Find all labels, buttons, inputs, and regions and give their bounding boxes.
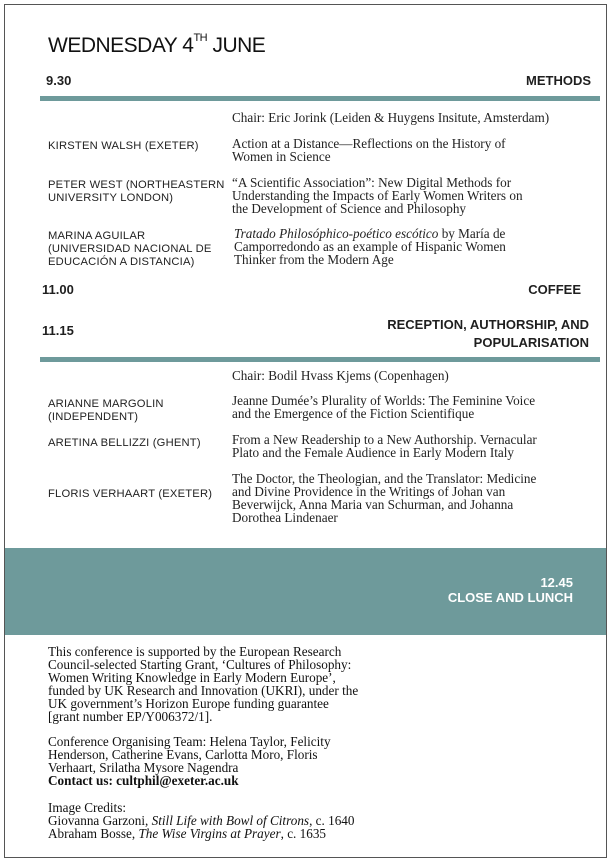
session2-divider <box>40 357 600 362</box>
page-frame <box>4 4 607 858</box>
session1-title: METHODS <box>526 73 591 88</box>
talk-title: Jeanne Dumée’s Plurality of Worlds: The Feminine Voice and the Emergence of the Fiction Scientifique <box>232 393 536 421</box>
session2-time: 11.15 <box>42 323 74 338</box>
close-label: 12.45 CLOSE AND LUNCH <box>447 575 573 605</box>
talk-title: The Doctor, the Theologian, and the Translator: Medicine and Divine Providence in the Writings of Johan van Beverwijck, Anna Maria van Schurman, and Johanna Dorothea Lindenaer <box>232 471 537 525</box>
talk-title: Action at a Distance—Reflections on the History of Women in Science <box>232 136 506 164</box>
talk-title: Tratado Philosóphico-poético escótico by María de Camporredondo as an example of Hispanic Women Thinker from the Modern Age <box>234 226 506 267</box>
speaker: ARETINA BELLIZZI (GHENT) <box>48 437 201 449</box>
day-title: WEDNESDAY 4TH JUNE <box>48 32 266 57</box>
speaker: PETER WEST (NORTHEASTERN UNIVERSITY LONDON) <box>48 179 225 204</box>
speaker: MARINA AGUILAR (UNIVERSIDAD NACIONAL DE EDUCACIÓN A DISTANCIA) <box>48 230 212 268</box>
session2-chair: Chair: Bodil Hvass Kjems (Copenhagen) <box>232 368 449 383</box>
speaker: ARIANNE MARGOLIN (INDEPENDENT) <box>48 398 164 423</box>
talk-title: “A Scientific Association”: New Digital Methods for Understanding the Impacts of Early Women Writers on the Development of Science and Philosophy <box>232 175 523 216</box>
speaker: FLORIS VERHAART (EXETER) <box>48 488 213 500</box>
image-credits: Image Credits: Giovanna Garzoni, Still Life with Bowl of Citrons, c. 1640 Abraham Bosse, The Wise Virgins at Prayer, c. 1635 <box>48 800 355 841</box>
contact-line: Contact us: cultphil@exeter.ac.uk <box>48 773 239 788</box>
session1-chair: Chair: Eric Jorink (Leiden & Huygens Insitute, Amsterdam) <box>232 110 550 125</box>
speaker: KIRSTEN WALSH (EXETER) <box>48 140 199 152</box>
coffee-label: COFFEE <box>528 282 581 297</box>
talk-title: From a New Readership to a New Authorship. Vernacular Plato and the Female Audience in Early Modern Italy <box>232 432 537 460</box>
session1-divider <box>40 96 600 101</box>
coffee-time: 11.00 <box>42 282 74 297</box>
session2-title: RECEPTION, AUTHORSHIP, AND POPULARISATION <box>387 317 589 350</box>
organising-team: Conference Organising Team: Helena Taylor, Felicity Henderson, Catherine Evans, Carlotta Moro, Floris Verhaart, Srilatha Mysore Nagendra Contact us: cultphil@exeter.ac.uk <box>48 734 331 788</box>
session1-time: 9.30 <box>46 73 72 88</box>
support-statement: This conference is supported by the European Research Council-selected Starting Grant, ‘Cultures of Philosophy: Women Writing Knowledge in Early Modern Europe’, funded by UK Research and Innovation (UKRI), under the UK government’s Horizon Europe funding guarantee [grant number EP/Y006372/1]. <box>48 644 359 724</box>
